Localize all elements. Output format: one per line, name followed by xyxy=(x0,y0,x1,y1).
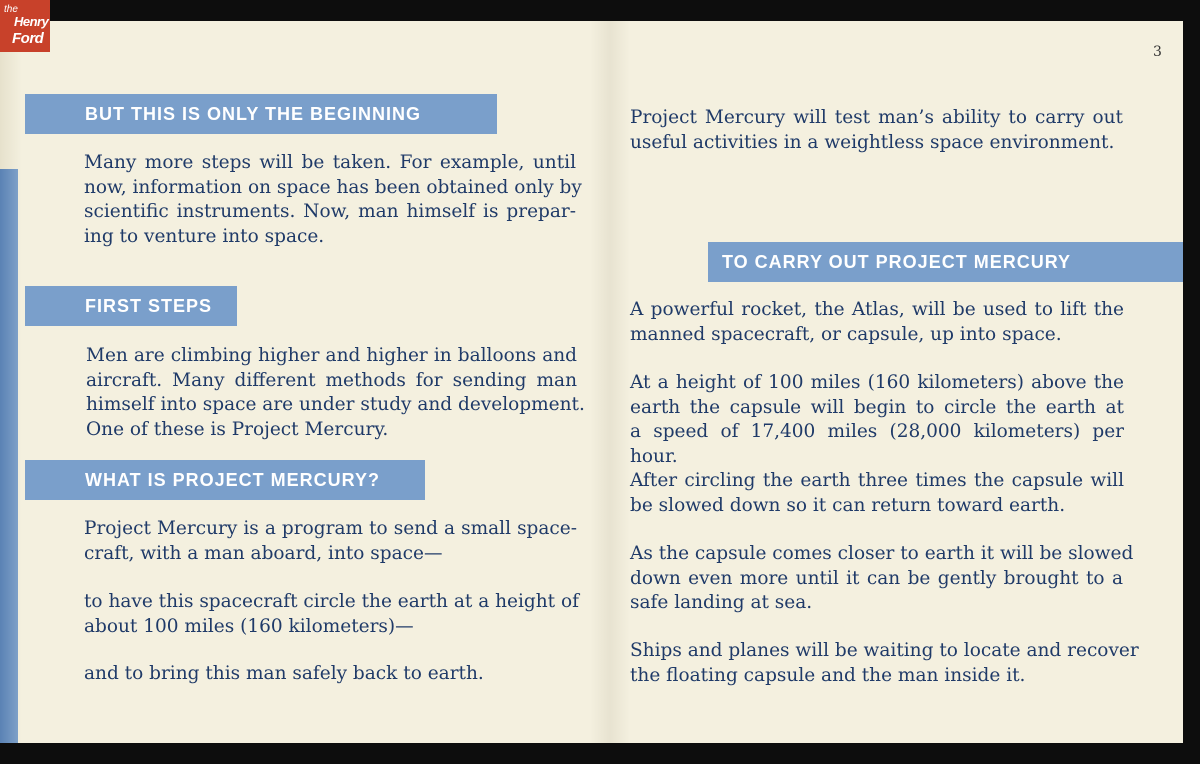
text-line: Men are climbing higher and higher in balloons and xyxy=(86,345,577,366)
text-line: scientific instruments. Now, man himself is prepar- xyxy=(84,201,576,222)
text-line: After circling the earth three times the capsule will xyxy=(630,470,1124,491)
text-line: Project Mercury is a program to send a small space- xyxy=(84,518,577,539)
text-line: Project Mercury will test man’s ability to carry out xyxy=(630,107,1123,128)
text-line: manned spacecraft, or capsule, up into space. xyxy=(630,323,1062,345)
paragraph-orbit xyxy=(630,371,1124,518)
logo-the: the xyxy=(4,4,18,15)
paragraph-mercury-program xyxy=(84,517,577,566)
page-number: 3 xyxy=(1153,44,1162,60)
text-line: to have this spacecraft circle the earth at a height of xyxy=(84,591,579,612)
heading-carry-out: TO CARRY OUT PROJECT MERCURY xyxy=(708,242,1183,282)
paragraph-return xyxy=(84,662,577,687)
text-line: craft, with a man aboard, into space— xyxy=(84,542,443,564)
text-line: useful activities in a weightless space environment. xyxy=(630,131,1115,153)
blue-cover-edge xyxy=(0,169,18,743)
text-line: ing to venture into space. xyxy=(84,225,325,247)
text-line: a speed of 17,400 miles (28,000 kilometers) per xyxy=(630,421,1124,442)
paragraph-beginning xyxy=(84,151,582,249)
text-line: be slowed down so it can return toward earth. xyxy=(630,494,1066,516)
text-line: aircraft. Many different methods for sending man xyxy=(86,369,577,391)
paragraph-atlas xyxy=(630,298,1124,347)
booklet-spread xyxy=(0,21,1183,743)
paragraph-circle-earth xyxy=(84,590,577,639)
text-line: safe landing at sea. xyxy=(630,592,813,613)
text-line: Ships and planes will be waiting to locate and recover xyxy=(630,640,1139,661)
text-line: now, information on space has been obtained only by xyxy=(84,176,582,198)
text-line: As the capsule comes closer to earth it will be slowed xyxy=(630,543,1134,564)
paragraph-recovery xyxy=(630,639,1139,688)
paragraph-weightless xyxy=(630,106,1123,155)
text-line: the floating capsule and the man inside it. xyxy=(630,664,1026,686)
logo-henry: Henry xyxy=(14,14,49,29)
text-line: himself into space are under study and development. xyxy=(86,394,585,415)
page-gutter xyxy=(590,21,630,743)
text-line: earth the capsule will begin to circle the earth at xyxy=(630,396,1124,418)
text-line: down even more until it can be gently brought to a xyxy=(630,567,1123,589)
heading-first-steps: FIRST STEPS xyxy=(25,286,237,326)
text-line: A powerful rocket, the Atlas, will be used to lift the xyxy=(630,299,1124,320)
paragraph-first-steps xyxy=(86,344,585,442)
text-line: One of these is Project Mercury. xyxy=(86,418,389,440)
heading-beginning: BUT THIS IS ONLY THE BEGINNING xyxy=(25,94,497,134)
text-line: and to bring this man safely back to earth. xyxy=(84,663,484,684)
henry-ford-logo xyxy=(0,0,50,52)
heading-what-is-mercury: WHAT IS PROJECT MERCURY? xyxy=(25,460,425,500)
text-line: hour. xyxy=(630,445,678,467)
text-line: At a height of 100 miles (160 kilometers) above the xyxy=(630,372,1124,393)
text-line: Many more steps will be taken. For example, until xyxy=(84,152,576,173)
text-line: about 100 miles (160 kilometers)— xyxy=(84,615,414,637)
paragraph-landing xyxy=(630,542,1134,616)
logo-ford: Ford xyxy=(12,30,44,47)
